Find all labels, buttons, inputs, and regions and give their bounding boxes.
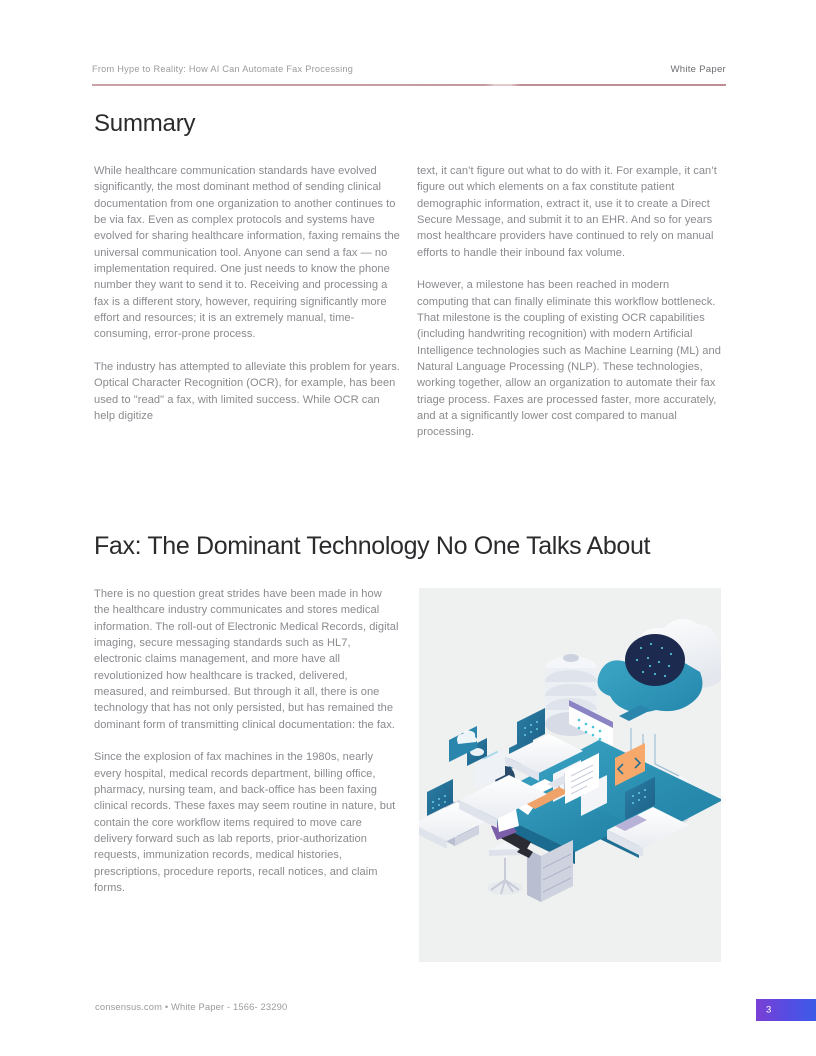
summary-heading: Summary (94, 110, 196, 137)
header-document-type: White Paper (670, 64, 726, 75)
paragraph: There is no question great strides have been made in how the healthcare industry communicates and stores medical information. The roll-out of Electronic Medical Records, digital imaging, secure messaging standards such as HL7, electronic claims management, and more have all revolutionized how healthcare is tracked, delivered, measured, and reimbursed. But through it all, there is one technology that has not only persisted, but has remained the dominant form of transmitting clinical documentation: the fax. (94, 588, 399, 731)
running-header (92, 64, 726, 86)
section-left-column (94, 586, 400, 896)
cloud-shape (598, 619, 721, 713)
paragraph: The industry has attempted to alleviate this problem for years. Optical Character Recognition (OCR), for example, has been used to "read" a fax, with limited success. While OCR can help digitize (94, 361, 400, 423)
footer-text: consensus.com • White Paper - 1566- 23290 (95, 1001, 288, 1012)
summary-right-column (417, 163, 723, 441)
header-document-title: From Hype to Reality: How AI Can Automate Fax Processing (92, 64, 354, 74)
illustration-panel (419, 588, 721, 962)
summary-left-column (94, 163, 400, 424)
page-number-badge (756, 999, 816, 1021)
section-heading: Fax: The Dominant Technology No One Talks About (94, 532, 651, 560)
page-number: 3 (766, 1004, 772, 1016)
paragraph: Since the explosion of fax machines in the 1980s, nearly every hospital, medical records department, billing office, pharmacy, nursing team, and back-office has been faxing clinical records. These faxes may seem routine in nature, but contain the core workflow items required to move care delivery forward such as lab reports, prior-authorization requests, immunization records, medical histories, prescriptions, procedure reports, recall notices, and claim forms. (94, 751, 396, 895)
paragraph: While healthcare communication standards have evolved significantly, the most dominant method of sending clinical documentation from one organization to another continues to be via fax. Even as complex protocols and systems have evolved for sharing healthcare information, faxing remains the universal communication tool. Anyone can send a fax — no implementation required. One just needs to know the phone number they want to send it to. Receiving and processing a fax is a different story, however, requiring significantly more effort and resources; it is an extremely manual, time-consuming, error-prone process. (94, 165, 400, 341)
header-divider-rule (92, 84, 726, 86)
paragraph: However, a milestone has been reached in modern computing that can finally eliminate this workflow bottleneck. That milestone is the coupling of existing OCR capabilities (including handwriting recognition) with modern Artificial Intelligence technologies such as Machine Learning (ML) and Natural Language Processing (NLP). These technologies, working together, allow an organization to automate their fax triage process. Faxes are processed faster, more accurately, and at a significantly lower cost compared to manual processing. (417, 279, 721, 439)
isometric-cloud-workstation-illustration (419, 588, 721, 962)
paragraph: text, it can’t figure out what to do with it. For example, it can’t figure out which elements on a fax constitute patient demographic information, extract it, use it to create a Direct Secure Message, and submit it to an EHR. And so for years most healthcare providers have continued to rely on manual efforts to handle their inbound fax volume. (417, 165, 717, 259)
